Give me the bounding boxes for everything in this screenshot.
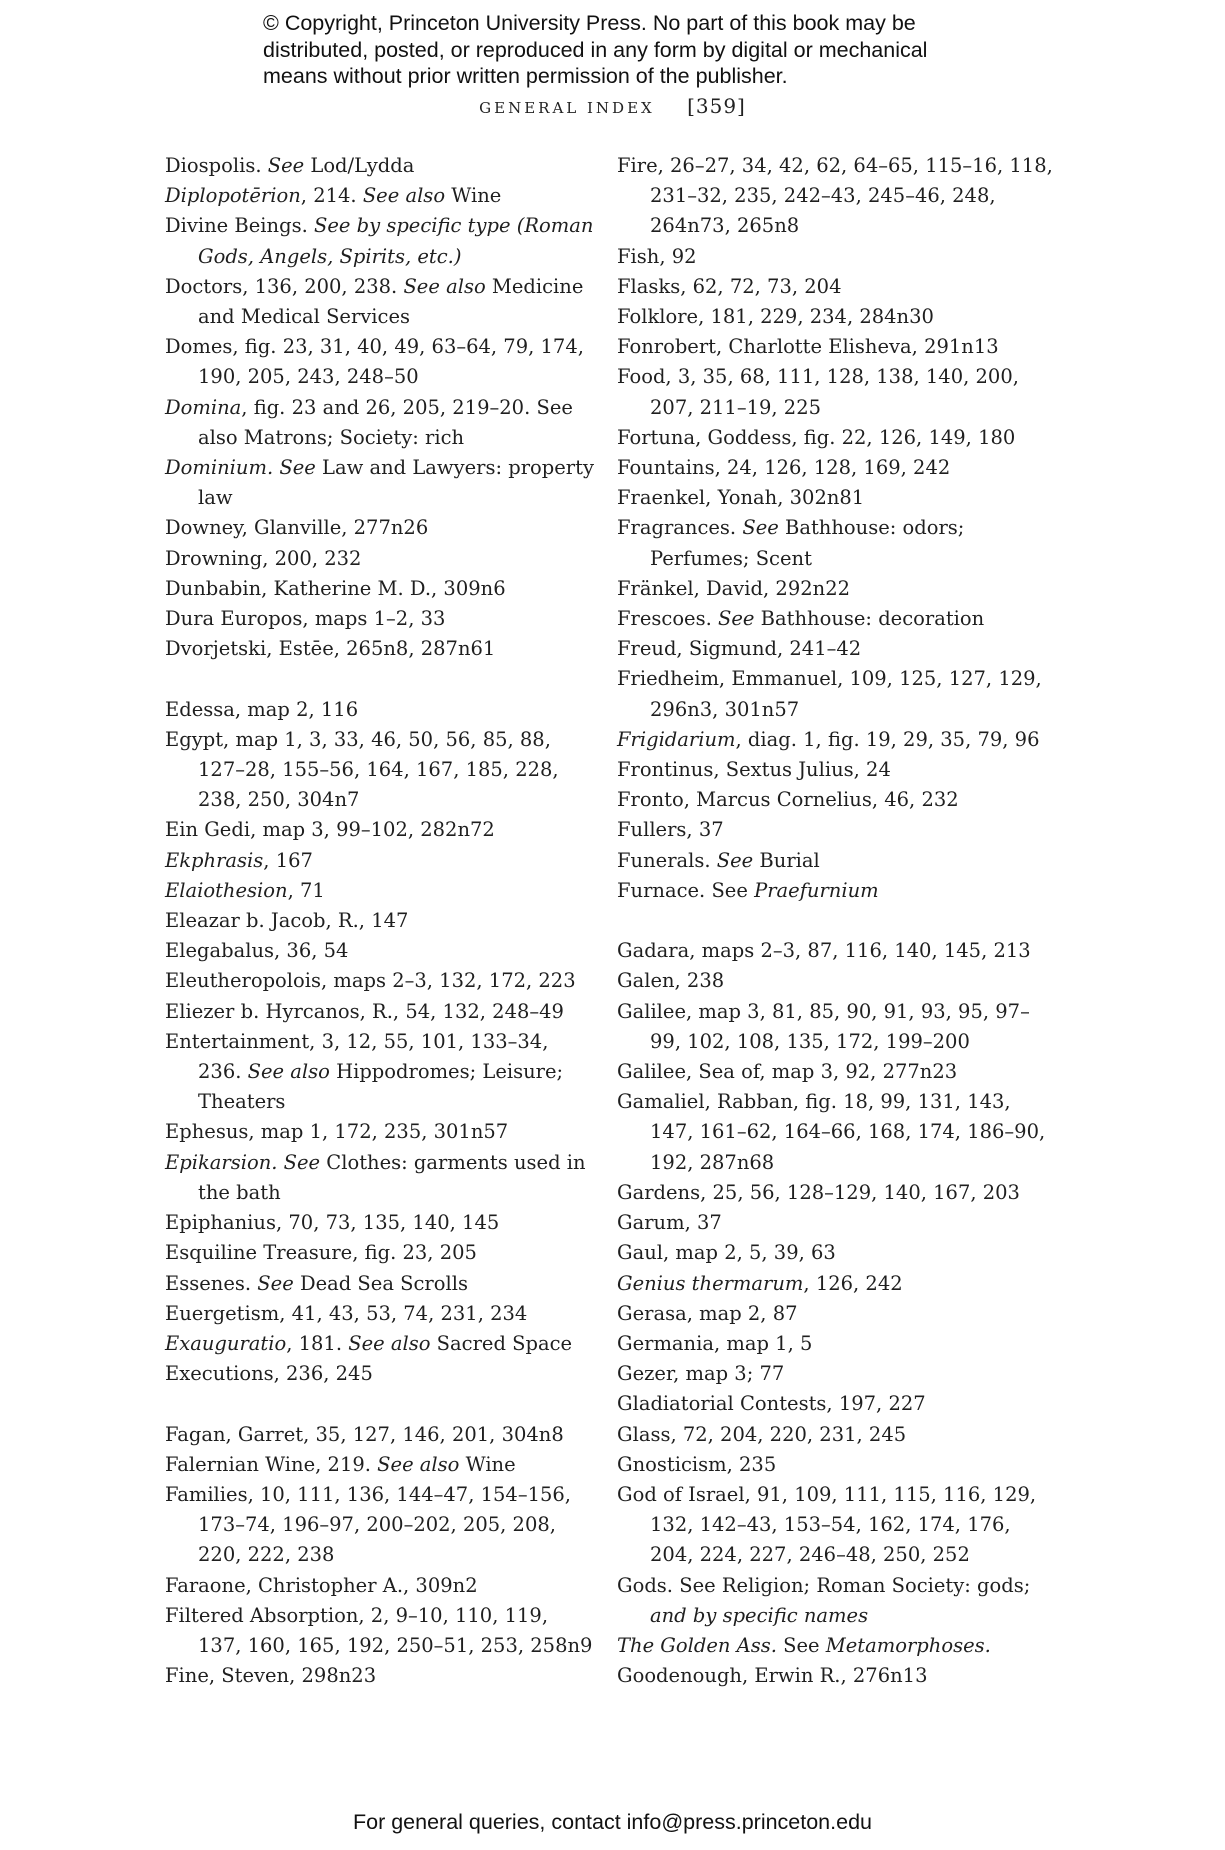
index-entry-text: Fagan, Garret, 35, 127, 146, 201, 304n8 <box>165 1422 564 1446</box>
index-entry-text: Clothes: garments used in the bath <box>198 1150 586 1204</box>
index-entry-text: Galilee, map 3, 81, 85, 90, 91, 93, 95, 97–99, 102, 108, 135, 172, 199–200 <box>617 999 1030 1053</box>
index-entry-text: , 181. <box>286 1331 349 1355</box>
letter-group-gap <box>165 1389 595 1419</box>
index-entry <box>617 242 1057 272</box>
index-entry-text: Executions, 236, 245 <box>165 1362 373 1386</box>
index-entry <box>165 151 595 181</box>
index-entry-text: , 126, 242 <box>803 1271 903 1295</box>
index-entry-text: Fire, 26–27, 34, 42, 62, 64–65, 115–16, 118, 231–32, 235, 242–43, 245–46, 248, 264n73, 265n8 <box>617 154 1053 238</box>
index-entry <box>617 1057 1057 1087</box>
index-entry <box>165 1027 595 1118</box>
index-entry <box>165 332 595 392</box>
index-entry-text: Frontinus, Sextus Julius, 24 <box>617 758 891 782</box>
index-entry <box>165 1269 595 1299</box>
index-entry-text: Elegabalus, 36, 54 <box>165 939 349 963</box>
index-entry-text: Ekphrasis <box>165 848 264 872</box>
index-entry-text: Furnace. See <box>617 878 755 902</box>
index-entry-text: , fig. 23 and 26, 205, 219–20. See also Matrons; Society: rich <box>198 395 573 449</box>
letter-group-gap <box>617 906 1057 936</box>
index-entry-text: Dunbabin, Katherine M. D., 309n6 <box>165 576 506 600</box>
index-entry-text: Bathhouse: odors; Perfumes; Scent <box>650 516 965 570</box>
index-entry-text: Bathhouse: decoration <box>754 607 985 631</box>
index-entry <box>165 997 595 1027</box>
index-entry <box>617 513 1057 573</box>
index-entry-text: See also <box>362 184 446 208</box>
index-entry <box>617 755 1057 785</box>
index-entry <box>617 1571 1057 1631</box>
index-entry-text: Fullers, 37 <box>617 818 724 842</box>
index-entry-text: Esquiline Treasure, fig. 23, 205 <box>165 1241 477 1265</box>
index-entry <box>165 1571 595 1601</box>
index-entry-text: See <box>716 848 754 872</box>
index-entry-text: See <box>257 1271 294 1295</box>
index-entry <box>617 785 1057 815</box>
copyright-notice: © Copyright, Princeton University Press. No part of this book may be distributed, posted, or reproduced in any form by digital or mechanical means without prior written permission of the publisher. <box>263 11 928 88</box>
index-entry <box>165 1661 595 1691</box>
index-entry-text: Galilee, Sea of, map 3, 92, 277n23 <box>617 1060 958 1084</box>
index-entry <box>617 846 1057 876</box>
index-entry-text: See also <box>247 1060 330 1084</box>
index-entry-text: and by specific names <box>650 1603 869 1627</box>
index-entry-text: See also <box>348 1331 431 1355</box>
index-entry-text: Metamorphoses. <box>825 1633 991 1657</box>
index-entry <box>617 151 1057 242</box>
index-entry-text: Falernian Wine, 219. <box>165 1452 378 1476</box>
index-entry-text: Diplopotērion <box>165 184 301 208</box>
index-entry <box>617 574 1057 604</box>
index-entry <box>165 574 595 604</box>
index-entry-text: Law and Lawyers: property law <box>198 456 594 510</box>
index-entry <box>165 1359 595 1389</box>
index-entry <box>617 1631 1057 1661</box>
index-entry-text: See <box>742 516 779 540</box>
running-head-label: GENERAL INDEX <box>479 99 655 117</box>
index-entry-text: God of Israel, 91, 109, 111, 115, 116, 129, 132, 142–43, 153–54, 162, 174, 176, 204, 224, 227, 246–48, 250, 252 <box>617 1482 1037 1567</box>
index-entry-text: , diag. 1, fig. 19, 29, 35, 79, 96 <box>735 727 1040 751</box>
index-entry <box>165 1480 595 1571</box>
index-entry-text: Friedheim, Emmanuel, 109, 125, 127, 129, 296n3, 301n57 <box>617 667 1042 721</box>
index-entry-text: Gezer, map 3; 77 <box>617 1362 785 1386</box>
index-entry <box>617 1450 1057 1480</box>
index-entry <box>165 815 595 845</box>
index-entry <box>165 544 595 574</box>
index-entry-text: Wine <box>459 1452 516 1476</box>
index-entry-text: Burial <box>753 848 820 872</box>
index-entry-text: Eleutheropolois, maps 2–3, 132, 172, 223 <box>165 969 576 993</box>
index-entry-text: Euergetism, 41, 43, 53, 74, 231, 234 <box>165 1301 528 1325</box>
index-entry <box>617 966 1057 996</box>
index-entry-text: Goodenough, Erwin R., 276n13 <box>617 1664 928 1688</box>
index-entry-text: Doctors, 136, 200, 238. <box>165 274 404 298</box>
index-entry-text: Ephesus, map 1, 172, 235, 301n57 <box>165 1120 509 1144</box>
index-entry-text: Gardens, 25, 56, 128–129, 140, 167, 203 <box>617 1180 1020 1204</box>
index-entry-text: See by specific type (Roman Gods, Angels, Spirits, etc.) <box>198 214 594 268</box>
index-entry-text: Food, 3, 35, 68, 111, 128, 138, 140, 200, 207, 211–19, 225 <box>617 365 1019 419</box>
index-entry-text: Elaiothesion <box>165 878 288 902</box>
index-entry <box>617 1420 1057 1450</box>
index-entry-text: Garum, 37 <box>617 1211 722 1235</box>
index-column-right <box>617 151 1057 1691</box>
index-entry-text: Gerasa, map 2, 87 <box>617 1301 798 1325</box>
index-entry-text: Wine <box>445 184 502 208</box>
index-entry-text: Eleazar b. Jacob, R., 147 <box>165 909 409 933</box>
index-entry-text: Fish, 92 <box>617 244 697 268</box>
index-entry-text: , 71 <box>287 878 325 902</box>
index-entry-text: Fragrances. <box>617 516 743 540</box>
index-entry-text: Divine Beings. <box>165 214 314 238</box>
letter-group-gap <box>165 664 595 694</box>
index-entry <box>617 1299 1057 1329</box>
index-entry <box>617 1208 1057 1238</box>
index-entry-text: Gnosticism, 235 <box>617 1452 777 1476</box>
index-entry <box>165 1420 595 1450</box>
index-entry-text: Entertainment, 3, 12, 55, 101, 133–34, 236. <box>165 1029 549 1084</box>
index-entry-text: Frescoes. <box>617 607 719 631</box>
index-entry-text: Diospolis. <box>165 154 268 177</box>
index-entry-text: Fine, Steven, 298n23 <box>165 1664 377 1688</box>
index-entry <box>617 664 1057 724</box>
index-entry <box>165 1329 595 1359</box>
index-entry <box>617 423 1057 453</box>
index-entry-text: See also <box>403 274 486 298</box>
index-entry-text: Filtered Absorption, 2, 9–10, 110, 119, 137, 160, 165, 192, 250–51, 253, 258n9 <box>165 1603 593 1657</box>
index-entry-text: Medicine and Medical Services <box>198 274 584 329</box>
index-entry <box>617 332 1057 362</box>
index-entry <box>165 876 595 906</box>
index-entry <box>617 272 1057 302</box>
index-entry-text: The Golden Ass. <box>617 1633 777 1657</box>
index-entry <box>165 846 595 876</box>
index-entry <box>165 966 595 996</box>
index-entry-text: Fonrobert, Charlotte Elisheva, 291n13 <box>617 335 999 359</box>
index-entry <box>165 1601 595 1661</box>
index-entry-text: Dead Sea Scrolls <box>293 1271 468 1295</box>
index-entry <box>617 634 1057 664</box>
index-entry-text: Edessa, map 2, 116 <box>165 697 359 721</box>
index-entry-text: Hippodromes; Leisure; Theaters <box>198 1060 564 1114</box>
index-entry <box>617 997 1057 1057</box>
index-entry <box>617 1661 1057 1691</box>
index-entry <box>617 876 1057 906</box>
index-entry-text: Germania, map 1, 5 <box>617 1331 813 1355</box>
index-entry-text: Essenes. <box>165 1271 258 1295</box>
index-entry <box>617 936 1057 966</box>
index-entry-text: Epiphanius, 70, 73, 135, 140, 145 <box>165 1211 500 1235</box>
index-entry-text: , 167 <box>263 848 313 872</box>
index-entry <box>617 1087 1057 1178</box>
index-entry-text: Dvorjetski, Estēe, 265n8, 287n61 <box>165 637 496 661</box>
index-entry <box>165 725 595 816</box>
index-entry-text: Lod/Lydda <box>304 154 415 177</box>
index-entry-text: Gods. See Religion; Roman Society: gods; <box>617 1573 1031 1597</box>
index-entry-text: Gladiatorial Contests, 197, 227 <box>617 1392 926 1416</box>
index-entry-text: See <box>718 607 755 631</box>
index-entry-text: , 214. <box>300 184 363 208</box>
index-entry-text: Glass, 72, 204, 220, 231, 245 <box>617 1422 907 1446</box>
index-entry-text: Gamaliel, Rabban, fig. 18, 99, 131, 143, 147, 161–62, 164–66, 168, 174, 186–90, 192, 287n68 <box>617 1090 1046 1174</box>
index-entry <box>165 1117 595 1147</box>
index-entry-text: Fountains, 24, 126, 128, 169, 242 <box>617 456 951 480</box>
index-entry-text: Praefurnium <box>754 878 879 902</box>
index-entry-text: Funerals. <box>617 848 717 872</box>
index-entry-text: See <box>267 154 305 177</box>
index-entry <box>617 1238 1057 1268</box>
index-entry <box>617 815 1057 845</box>
index-entry <box>617 302 1057 332</box>
index-entry-text: Fortuna, Goddess, fig. 22, 126, 149, 180 <box>617 425 1016 449</box>
index-entry-text: Freud, Sigmund, 241–42 <box>617 637 862 661</box>
index-column-left <box>165 151 595 1691</box>
index-entry-text: Families, 10, 111, 136, 144–47, 154–156, 173–74, 196–97, 200–202, 205, 208, 220, 222, 238 <box>165 1482 571 1567</box>
index-entry-text: Gadara, maps 2–3, 87, 116, 140, 145, 213 <box>617 939 1031 963</box>
index-entry-text: Flasks, 62, 72, 73, 204 <box>617 274 842 298</box>
index-entry-text: Domina <box>165 395 242 419</box>
index-entry-text: Fronto, Marcus Cornelius, 46, 232 <box>617 788 959 812</box>
index-entry-text: Galen, 238 <box>617 969 725 993</box>
index-entry <box>165 453 595 513</box>
index-entry <box>165 695 595 725</box>
index-entry <box>165 211 595 271</box>
index-entry <box>617 1359 1057 1389</box>
index-entry <box>165 1208 595 1238</box>
index-entry <box>617 362 1057 422</box>
footer-contact: For general queries, contact info@press.princeton.edu <box>352 1810 872 1834</box>
index-entry-text: Downey, Glanville, 277n26 <box>165 516 429 540</box>
running-head <box>0 94 1225 118</box>
index-entry-text: Gaul, map 2, 5, 39, 63 <box>617 1241 836 1265</box>
index-entry <box>617 604 1057 634</box>
index-entry-text: Eliezer b. Hyrcanos, R., 54, 132, 248–49 <box>165 999 564 1023</box>
index-entry <box>165 936 595 966</box>
index-entry-text: Faraone, Christopher A., 309n2 <box>165 1573 478 1597</box>
page-number: [359] <box>687 94 746 118</box>
index-entry-text: See also <box>377 1452 460 1476</box>
index-entry-text: Sacred Space <box>430 1331 573 1355</box>
index-entry-text: See <box>776 1633 826 1657</box>
index-entry <box>165 906 595 936</box>
index-entry-text: Ein Gedi, map 3, 99–102, 282n72 <box>165 818 495 842</box>
index-entry <box>165 1299 595 1329</box>
index-entry <box>165 272 595 332</box>
index-entry-text: Fraenkel, Yonah, 302n81 <box>617 486 865 510</box>
index-entry <box>617 1269 1057 1299</box>
index-entry <box>617 1329 1057 1359</box>
index-entry <box>617 1389 1057 1419</box>
index-entry-text: Dominium. See <box>165 456 316 480</box>
index-entry-text: Egypt, map 1, 3, 33, 46, 50, 56, 85, 88, 127–28, 155–56, 164, 167, 185, 228, 238, 250, 304n7 <box>165 727 559 812</box>
index-entry <box>617 725 1057 755</box>
index-entry <box>617 1178 1057 1208</box>
index-entry <box>617 1480 1057 1571</box>
index-entry-text: Epikarsion. See <box>165 1150 321 1174</box>
index-entry <box>165 1450 595 1480</box>
index-entry <box>165 604 595 634</box>
index-entry-text: Frigidarium <box>617 727 736 751</box>
index-entry <box>165 513 595 543</box>
index-entry <box>165 1148 595 1208</box>
index-entry <box>165 1238 595 1268</box>
index-entry <box>165 181 595 211</box>
index-entry-text: Folklore, 181, 229, 234, 284n30 <box>617 305 934 329</box>
index-entry <box>165 393 595 453</box>
index-entry-text: Genius thermarum <box>617 1271 804 1295</box>
index-entry <box>617 483 1057 513</box>
index-entry-text: Exauguratio <box>165 1331 287 1355</box>
index-entry-text: Fränkel, David, 292n22 <box>617 576 851 600</box>
index-entry <box>165 634 595 664</box>
index-entry-text: Dura Europos, maps 1–2, 33 <box>165 607 446 631</box>
index-entry <box>617 453 1057 483</box>
index-entry-text: Drowning, 200, 232 <box>165 546 362 570</box>
index-entry-text: Domes, fig. 23, 31, 40, 49, 63–64, 79, 174, 190, 205, 243, 248–50 <box>165 335 584 389</box>
